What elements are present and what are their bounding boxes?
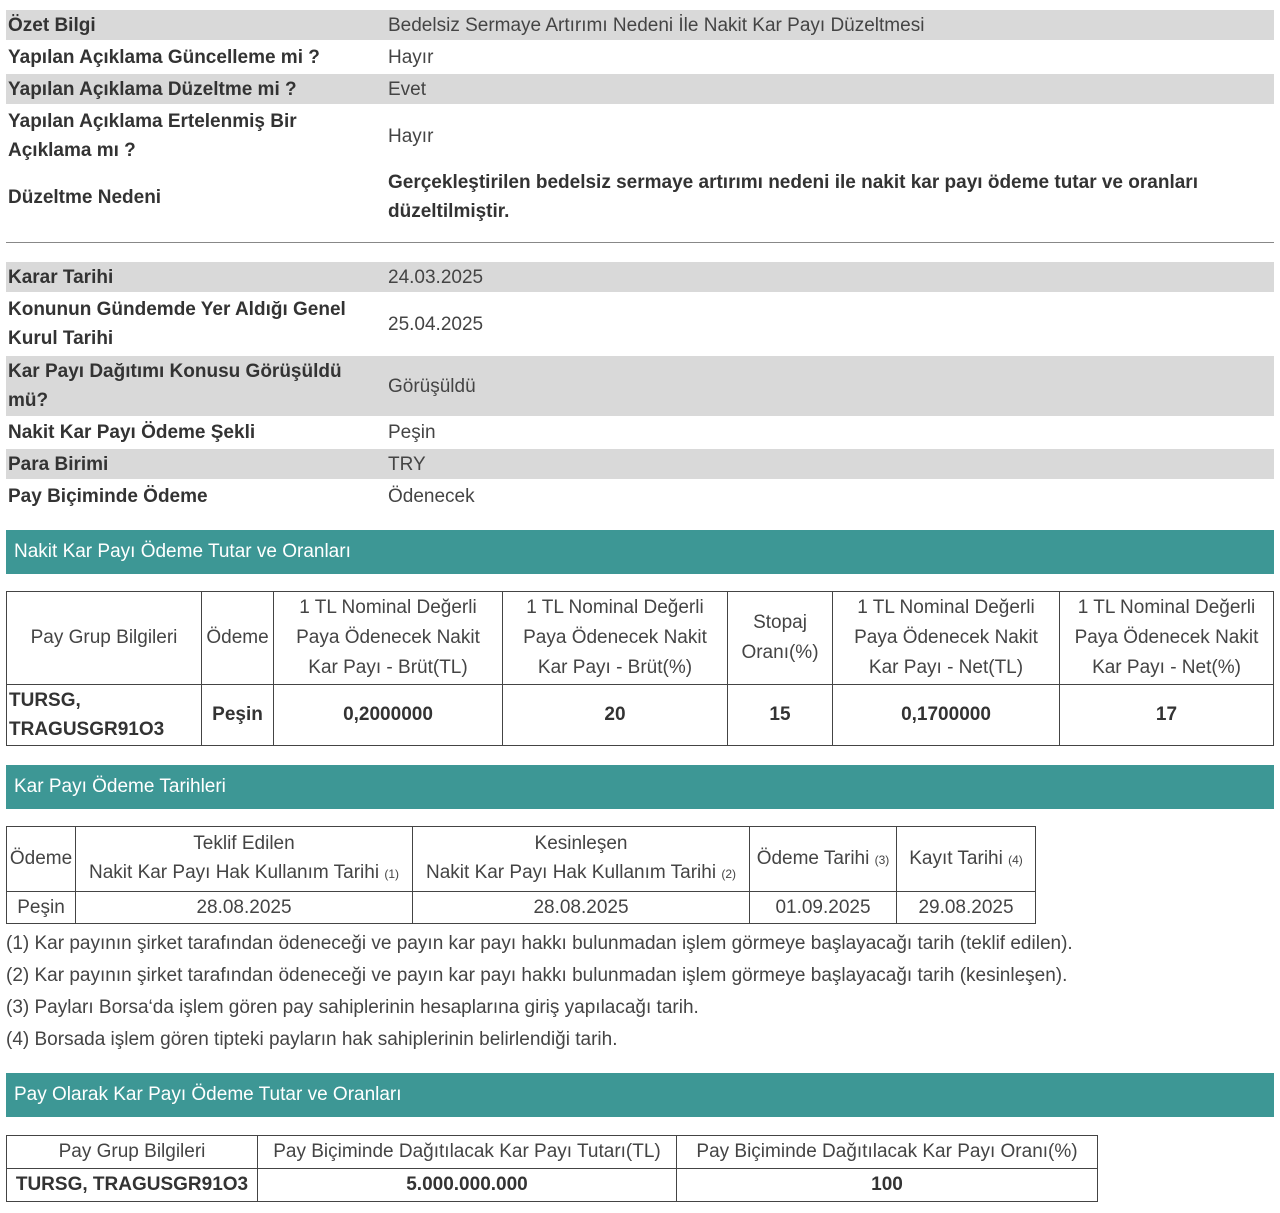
cell-net-pct: 17 <box>1060 685 1274 746</box>
correction-label: Yapılan Açıklama Düzeltme mi ? <box>8 78 297 100</box>
cell-group: TURSG, TRAGUSGR91O3 <box>7 685 202 746</box>
col-group: Pay Grup Bilgileri <box>7 592 202 685</box>
correction-value: Evet <box>388 78 427 100</box>
table-row <box>7 892 1036 924</box>
discussed-row <box>6 356 1274 416</box>
footnote-1: (1) Kar payının şirket tarafından ödeneceği ve payın kar payı hakkı bulunmadan işlem görmeye başlayacağı tarih (teklif edilen). <box>6 933 1073 954</box>
currency-label: Para Birimi <box>8 453 109 475</box>
col-gross-pct: 1 TL Nominal Değerli Paya Ödenecek Nakit Kar Payı - Brüt(%) <box>503 592 728 685</box>
dates-section-header: Kar Payı Ödeme Tarihleri <box>6 765 1274 809</box>
cell-proposed: 28.08.2025 <box>76 892 413 924</box>
discussed-label: Kar Payı Dağıtımı Konusu Görüşüldü mü? <box>8 361 342 411</box>
share-section-header: Pay Olarak Kar Payı Ödeme Tutar ve Oranları <box>6 1073 1274 1117</box>
cell-pay-date: 01.09.2025 <box>750 892 897 924</box>
update-label: Yapılan Açıklama Güncelleme mi ? <box>8 46 320 68</box>
summary-value: Bedelsiz Sermaye Artırımı Nedeni İle Nakit Kar Payı Düzeltmesi <box>388 14 925 36</box>
currency-value: TRY <box>388 453 426 475</box>
correction-reason-row <box>6 167 1274 227</box>
cell-gross-tl: 0,2000000 <box>274 685 503 746</box>
cell-final: 28.08.2025 <box>413 892 750 924</box>
currency-row <box>6 449 1274 479</box>
share-payment-label: Pay Biçiminde Ödeme <box>8 485 208 507</box>
cell-ratio: 100 <box>677 1169 1098 1202</box>
table-header-row <box>7 1136 1098 1169</box>
summary-label: Özet Bilgi <box>8 14 96 36</box>
col-pay-date: Ödeme Tarihi (3) <box>750 827 897 892</box>
col-net-pct: 1 TL Nominal Değerli Paya Ödenecek Nakit Kar Payı - Net(%) <box>1060 592 1274 685</box>
correction-row <box>6 74 1274 104</box>
footnote-3: (3) Payları Borsa‘da işlem gören pay sahiplerinin hesaplarına giriş yapılacağı tarih. <box>6 997 699 1018</box>
general-assembly-label: Konunun Gündemde Yer Aldığı Genel Kurul Tarihi <box>8 299 346 349</box>
correction-reason-label: Düzeltme Nedeni <box>8 186 162 208</box>
cell-group: TURSG, TRAGUSGR91O3 <box>7 1169 258 1202</box>
general-assembly-row <box>6 294 1274 354</box>
col-group: Pay Grup Bilgileri <box>7 1136 258 1169</box>
cell-payment: Peşin <box>202 685 274 746</box>
col-amount: Pay Biçiminde Dağıtılacak Kar Payı Tutarı(TL) <box>258 1136 677 1169</box>
col-gross-tl: 1 TL Nominal Değerli Paya Ödenecek Nakit Kar Payı - Brüt(TL) <box>274 592 503 685</box>
col-payment: Ödeme <box>7 827 76 892</box>
table-header-row <box>7 592 1274 685</box>
payment-method-row <box>6 417 1274 447</box>
table-row <box>7 685 1274 746</box>
payment-dates-table <box>6 826 1036 924</box>
cell-payment: Peşin <box>7 892 76 924</box>
col-stopaj: Stopaj Oranı(%) <box>728 592 833 685</box>
cell-stopaj: 15 <box>728 685 833 746</box>
deferred-label: Yapılan Açıklama Ertelenmiş Bir Açıklama mı ? <box>8 111 297 161</box>
general-assembly-value: 25.04.2025 <box>388 313 484 335</box>
deferred-row <box>6 106 1274 166</box>
col-final: Kesinleşen Nakit Kar Payı Hak Kullanım Tarihi (2) <box>413 827 750 892</box>
update-value: Hayır <box>388 46 434 68</box>
cash-dividend-table <box>6 591 1274 746</box>
cell-gross-pct: 20 <box>503 685 728 746</box>
cell-net-tl: 0,1700000 <box>833 685 1060 746</box>
cell-record-date: 29.08.2025 <box>897 892 1036 924</box>
correction-reason-value: Gerçekleştirilen bedelsiz sermaye artırımı nedeni ile nakit kar payı ödeme tutar ve oranları düzeltilmiştir. <box>388 172 1198 222</box>
table-row <box>7 1169 1098 1202</box>
col-proposed: Teklif Edilen Nakit Kar Payı Hak Kullanım Tarihi (1) <box>76 827 413 892</box>
cash-section-header: Nakit Kar Payı Ödeme Tutar ve Oranları <box>6 530 1274 574</box>
decision-date-row <box>6 262 1274 292</box>
decision-date-value: 24.03.2025 <box>388 266 484 288</box>
share-payment-value: Ödenecek <box>388 485 475 507</box>
col-payment: Ödeme <box>202 592 274 685</box>
share-dividend-table <box>6 1135 1098 1202</box>
deferred-value: Hayır <box>388 125 434 147</box>
footnote-4: (4) Borsada işlem gören tipteki payların hak sahiplerinin belirlendiği tarih. <box>6 1029 618 1050</box>
share-payment-row <box>6 481 1274 511</box>
divider <box>6 242 1274 243</box>
footnote-2: (2) Kar payının şirket tarafından ödeneceği ve payın kar payı hakkı bulunmadan işlem görmeye başlayacağı tarih (kesinleşen). <box>6 965 1068 986</box>
payment-method-label: Nakit Kar Payı Ödeme Şekli <box>8 421 256 443</box>
cell-amount: 5.000.000.000 <box>258 1169 677 1202</box>
decision-date-label: Karar Tarihi <box>8 266 114 288</box>
col-net-tl: 1 TL Nominal Değerli Paya Ödenecek Nakit Kar Payı - Net(TL) <box>833 592 1060 685</box>
col-ratio: Pay Biçiminde Dağıtılacak Kar Payı Oranı(%) <box>677 1136 1098 1169</box>
payment-method-value: Peşin <box>388 421 436 443</box>
table-header-row <box>7 827 1036 892</box>
col-record-date: Kayıt Tarihi (4) <box>897 827 1036 892</box>
summary-row <box>6 10 1274 40</box>
update-row <box>6 42 1274 72</box>
discussed-value: Görüşüldü <box>388 375 476 397</box>
